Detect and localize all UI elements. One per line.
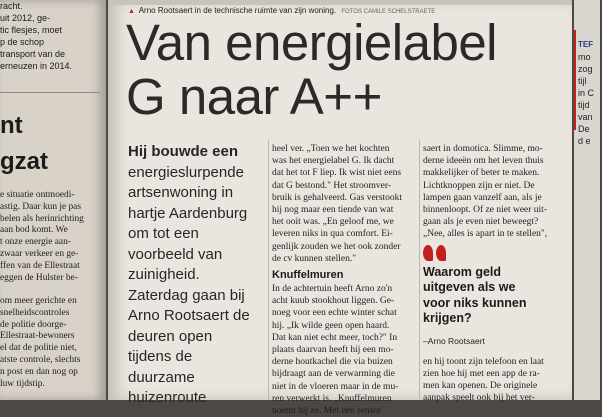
text-line: TEF xyxy=(578,40,594,49)
intro-line: Zaterdag gaan bij xyxy=(128,286,245,304)
text-line: n post en dan nog op xyxy=(0,366,78,377)
text-line: lampen gaan vanzelf aan, als je xyxy=(423,192,542,203)
text-line: Ellestraat-bewoners xyxy=(0,331,75,342)
text-line: hij nog maar een tiende van wat xyxy=(272,205,394,216)
text-line: dat G bestond." Het stroomver- xyxy=(272,180,391,191)
text-line: aanpak speelt ook bij het ver- xyxy=(423,393,535,404)
text-line: genlijk zouden we het ook zonder xyxy=(272,241,401,252)
text-line: was het energielabel G. Ik dacht xyxy=(272,156,395,167)
accent-bar xyxy=(574,30,576,130)
pull-quote-line: Waarom geld xyxy=(423,264,502,279)
text-line: saert in domotica. Slimme, mo- xyxy=(423,144,543,154)
right-page-text xyxy=(578,39,602,147)
pull-quote-line: krijgen? xyxy=(423,311,472,326)
text-line: Dat kan niet echt meer, toch?" In xyxy=(272,332,398,343)
main-newspaper-page xyxy=(108,0,572,417)
left-page-body-text-1 xyxy=(0,190,98,284)
text-line: de cv kunnen stellen." xyxy=(272,253,357,264)
text-line: belen als herinrichting xyxy=(0,213,84,224)
left-newspaper-page xyxy=(0,0,106,400)
text-line: binnenloopt. Of ze niet weer uit- xyxy=(423,205,547,216)
text-line: tijl xyxy=(578,76,587,86)
text-line: het ooit was. „En geloof me, we xyxy=(272,217,394,228)
text-line: Lichtknoppen zijn er niet. De xyxy=(423,180,535,191)
text-line: om meer gerichte en xyxy=(0,296,77,306)
caption-triangle-icon: ▲ xyxy=(128,8,135,15)
text-line: en hij toont zijn telefoon en laat xyxy=(423,356,544,367)
text-line: t onze energie aan- xyxy=(0,237,71,248)
text-line: e situatie ontmoedi- xyxy=(0,190,75,200)
text-line: heel ver. „Toen we het kochten xyxy=(272,144,390,154)
text-line: astig. Daar kun je pas xyxy=(0,201,81,212)
text-line: acht kuub stookhout liggen. Ge- xyxy=(272,296,395,307)
text-line: tijd xyxy=(578,100,590,110)
pull-quote-author: –Arno Rootsaert xyxy=(423,335,485,346)
pull-quote xyxy=(423,265,565,327)
section-subheading: Knuffelmuren xyxy=(272,269,344,282)
left-page-headline-1: nt xyxy=(0,112,23,139)
text-line: zien hoe hij met een app de ra- xyxy=(423,369,540,380)
text-line: racht. xyxy=(0,1,23,11)
right-newspaper-page xyxy=(574,0,600,400)
text-line: aan bod komt. We xyxy=(0,225,68,236)
intro-lead: Hij bouwde een xyxy=(128,143,239,160)
pull-quote-line: uitgeven als we xyxy=(423,280,516,295)
left-page-body-text-2 xyxy=(0,296,98,390)
text-line: dat het tot F liep. Ik wist niet eens xyxy=(272,168,402,179)
intro-line: Arno Rootsaert de xyxy=(128,307,250,324)
left-page-headline-2: gzat xyxy=(0,148,48,175)
quote-icon xyxy=(423,245,449,263)
text-line: luw tijdstip. xyxy=(0,378,45,389)
left-page-top-article xyxy=(0,0,94,72)
intro-line: zuinigheid. xyxy=(128,266,200,283)
text-line: van xyxy=(578,112,593,122)
text-line: d e xyxy=(578,136,591,146)
intro-line: artsenwoning in xyxy=(128,184,234,201)
text-line: ffen van de Ellestraat xyxy=(0,260,80,271)
photo-credit: FOTOS CAMILE SCHELSTRAETE xyxy=(341,9,436,15)
text-line: „Nee, alles is apart in te stellen", xyxy=(423,229,548,240)
pull-quote-line: voor niks kunnen xyxy=(423,295,527,310)
text-line: de politie doorge- xyxy=(0,319,67,330)
text-line: mo xyxy=(578,52,591,62)
text-line: eggen de Hulster be- xyxy=(0,272,78,283)
text-line: De xyxy=(578,124,590,134)
text-line: snelheidscontroles xyxy=(0,307,70,318)
headline-line: G naar A++ xyxy=(126,68,382,125)
article-column-2 xyxy=(272,143,424,417)
text-line: ren verwerkt is. „Knuffelmuren xyxy=(272,393,392,404)
text-line: In de achtertuin heeft Arno zo'n xyxy=(272,284,393,295)
text-line: gaan als je even niet beweegt? xyxy=(423,217,539,228)
text-line: tic flesjes, moet xyxy=(0,25,63,35)
text-line: niet in de vloeren maar in de mu- xyxy=(272,381,399,392)
intro-line: deuren open xyxy=(128,327,213,345)
text-line: p de schop xyxy=(0,37,45,47)
caption-text: Arno Rootsaert in de technische ruimte van zijn woning. xyxy=(138,6,337,15)
text-line: zwaar verkeer en ge- xyxy=(0,248,79,259)
text-line: makkelijker of beter te maken. xyxy=(423,168,540,179)
text-line: derne houtkachel die via buizen xyxy=(272,357,393,368)
text-line: leveren niks in qua comfort. Ei- xyxy=(272,229,393,240)
article-column-3 xyxy=(423,143,565,405)
text-line: men kan openen. De originele xyxy=(423,381,538,392)
text-line: bijdraagt aan de verwarming die xyxy=(272,369,395,380)
text-line: zog xyxy=(578,64,593,74)
intro-line: om tot een xyxy=(128,225,199,242)
column-divider xyxy=(268,140,269,400)
text-line: in C xyxy=(578,88,595,98)
photo-edge xyxy=(108,0,572,5)
text-line: bruik is gehalveerd. Gas verstookt xyxy=(272,192,403,203)
text-line: hij. „Ik wilde geen open haard. xyxy=(272,320,390,331)
intro-line: huizenroute xyxy=(128,389,207,406)
text-line: noemt hij ze. Met een sensor xyxy=(272,406,382,417)
text-line: uit 2012, ge- xyxy=(0,13,51,23)
article-intro xyxy=(128,142,268,409)
intro-line: duurzame xyxy=(128,368,195,386)
text-line: noeg voor een echte winter schat xyxy=(272,308,397,319)
text-line: atste controle, slechts xyxy=(0,354,81,365)
intro-line: hartje Aardenburg xyxy=(128,204,248,222)
text-line: derne ideeën om het leven thuis xyxy=(423,156,544,167)
intro-line: energieslurpende xyxy=(128,163,244,181)
intro-line: voorbeeld van xyxy=(128,245,223,263)
text-line: transport van de xyxy=(0,49,66,59)
intro-line: tijdens de xyxy=(128,348,193,365)
text-line: plaats daarvan heeft hij een mo- xyxy=(272,345,394,356)
article-headline xyxy=(126,16,566,124)
divider xyxy=(0,92,100,93)
headline-line: Van energielabel xyxy=(126,14,498,71)
text-line: erneuzen in 2014. xyxy=(0,61,73,71)
text-line: el dat de politie niet, xyxy=(0,343,77,354)
